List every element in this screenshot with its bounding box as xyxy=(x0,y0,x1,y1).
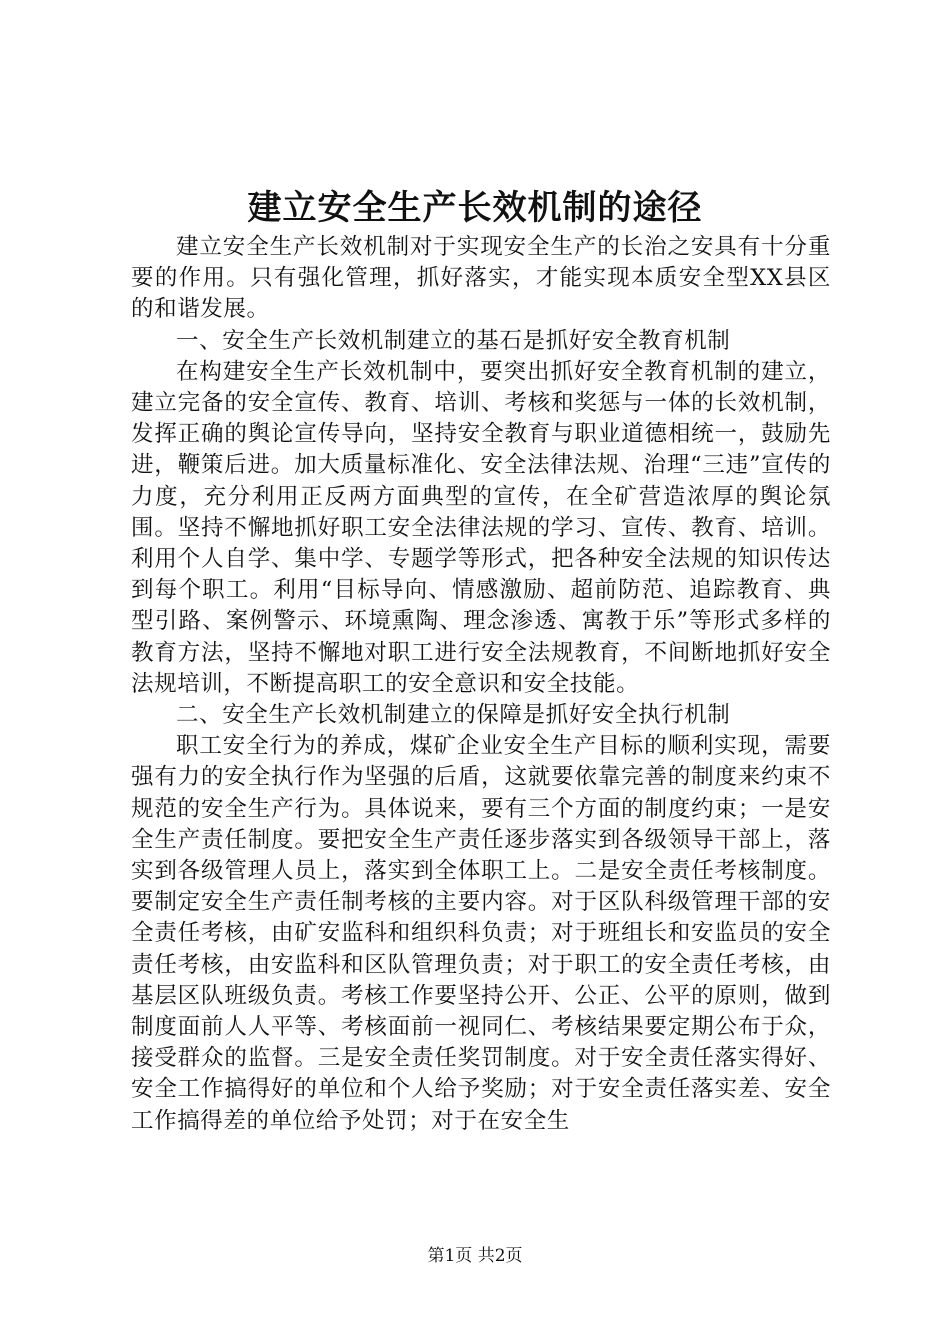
section-paragraph-1: 在构建安全生产长效机制中，要突出抓好安全教育机制的建立，建立完备的安全宣传、教育、培训、考核和奖惩与一体的长效机制，发挥正确的舆论宣传导向，坚持安全教育与职业道德相统一，鼓励先进，鞭策后进。加大质量标准化、安全法律法规、治理“三违”宣传的力度，充分利用正反两方面典型的宣传，在全矿营造浓厚的舆论氛围。坚持不懈地抓好职工安全法律法规的学习、宣传、教育、培训。利用个人自学、集中学、专题学等形式，把各种安全法规的知识传达到每个职工。利用“目标导向、情感激励、超前防范、追踪教育、典型引路、案例警示、环境熏陶、理念渗透、寓教于乐”等形式多样的教育方法，坚持不懈地对职工进行安全法规教育，不间断地抓好安全法规培训，不断提高职工的安全意识和安全技能。 xyxy=(131,358,831,697)
document-title: 建立安全生产长效机制的途径 xyxy=(247,188,703,228)
page-footer: 第1页 共2页 xyxy=(427,1246,523,1266)
section-heading-1: 一、安全生产长效机制建立的基石是抓好安全教育机制 xyxy=(176,327,731,354)
intro-paragraph: 建立安全生产长效机制对于实现安全生产的长治之安具有十分重要的作用。只有强化管理，抓好落实，才能实现本质安全型XX县区的和谐发展。 xyxy=(131,234,831,323)
section-paragraph-2: 职工安全行为的养成，煤矿企业安全生产目标的顺利实现，需要强有力的安全执行作为坚强的后盾，这就要依靠完善的制度来约束不规范的安全生产行为。具体说来，要有三个方面的制度约束；一是安全生产责任制度。要把安全生产责任逐步落实到各级领导干部上，落实到各级管理人员上，落实到全体职工上。二是安全责任考核制度。要制定安全生产责任制考核的主要内容。对于区队科级管理干部的安全责任考核，由矿安监科和组织科负责；对于班组长和安监员的安全责任考核，由安监科和区队管理负责；对于职工的安全责任考核，由基层区队班级负责。考核工作要坚持公开、公正、公平的原则，做到制度面前人人平等、考核面前一视同仁、考核结果要定期公布于众，接受群众的监督。三是安全责任奖罚制度。对于安全责任落实得好、安全工作搞得好的单位和个人给予奖励；对于安全责任落实差、安全工作搞得差的单位给予处罚；对于在安全生 xyxy=(131,733,831,1134)
section-heading-2: 二、安全生产长效机制建立的保障是抓好安全执行机制 xyxy=(176,702,731,729)
document-body xyxy=(131,232,831,1137)
